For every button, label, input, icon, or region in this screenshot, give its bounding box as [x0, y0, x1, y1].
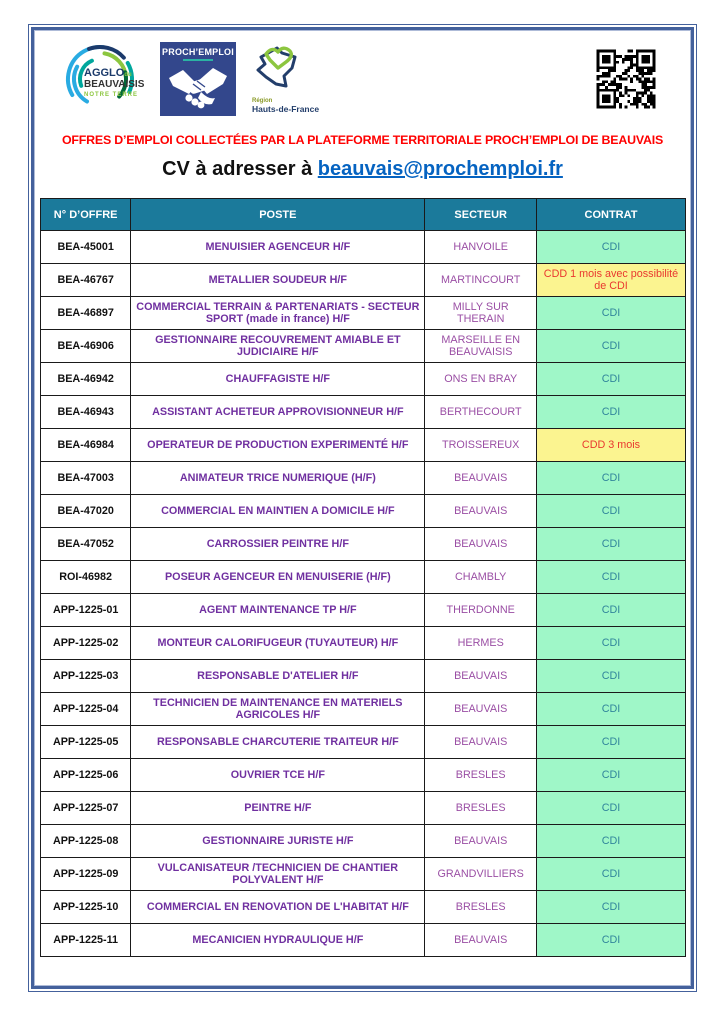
contrat-cell: CDI: [536, 660, 685, 693]
contrat-cell: CDI: [536, 594, 685, 627]
agglo-du: du: [124, 72, 132, 78]
secteur-cell: BEAUVAIS: [425, 660, 537, 693]
qr-code: [591, 44, 661, 114]
offer-id-cell: BEA-46897: [41, 297, 131, 330]
table-row: [41, 297, 686, 330]
offer-id-cell: BEA-46984: [41, 429, 131, 462]
secteur-cell: MARTINCOURT: [425, 264, 537, 297]
table-row: [41, 429, 686, 462]
agglo-logo-text: [84, 64, 144, 98]
poste-cell: VULCANISATEUR /TECHNICIEN DE CHANTIER POLYVALENT H/F: [131, 858, 425, 891]
table-row: [41, 891, 686, 924]
table-row: [41, 693, 686, 726]
table-row: [41, 726, 686, 759]
offer-id-cell: APP-1225-06: [41, 759, 131, 792]
table-row: [41, 792, 686, 825]
secteur-cell: MARSEILLE EN BEAUVAISIS: [425, 330, 537, 363]
table-row: [41, 396, 686, 429]
contrat-cell: CDI: [536, 231, 685, 264]
poste-cell: RESPONSABLE CHARCUTERIE TRAITEUR H/F: [131, 726, 425, 759]
offer-id-cell: APP-1225-04: [41, 693, 131, 726]
offer-id-cell: APP-1225-07: [41, 792, 131, 825]
page-content: [31, 27, 694, 989]
poste-cell: ASSISTANT ACHETEUR APPROVISIONNEUR H/F: [131, 396, 425, 429]
agglo-territory: BEAUVAISIS: [84, 79, 145, 90]
poste-cell: MENUISIER AGENCEUR H/F: [131, 231, 425, 264]
secteur-cell: ONS EN BRAY: [425, 363, 537, 396]
secteur-cell: BRESLES: [425, 759, 537, 792]
secteur-cell: HANVOILE: [425, 231, 537, 264]
offer-id-cell: APP-1225-01: [41, 594, 131, 627]
header-logos: [60, 40, 685, 120]
offer-id-cell: APP-1225-10: [41, 891, 131, 924]
poste-cell: COMMERCIAL EN MAINTIEN A DOMICILE H/F: [131, 495, 425, 528]
agglo-name: AGGLO: [84, 67, 125, 79]
offer-id-cell: BEA-47020: [41, 495, 131, 528]
contrat-cell: CDI: [536, 825, 685, 858]
contrat-cell: CDI: [536, 693, 685, 726]
poste-cell: METALLIER SOUDEUR H/F: [131, 264, 425, 297]
poste-cell: COMMERCIAL TERRAIN & PARTENARIATS - SECTEUR SPORT (made in france) H/F: [131, 297, 425, 330]
offer-id-cell: APP-1225-03: [41, 660, 131, 693]
table-row: [41, 231, 686, 264]
secteur-cell: CHAMBLY: [425, 561, 537, 594]
poste-cell: COMMERCIAL EN RENOVATION DE L'HABITAT H/F: [131, 891, 425, 924]
contrat-cell: CDD 1 mois avec possibilité de CDI: [536, 264, 685, 297]
france-map-icon: [250, 44, 306, 92]
table-row: [41, 330, 686, 363]
poste-cell: GESTIONNAIRE JURISTE H/F: [131, 825, 425, 858]
contrat-cell: CDI: [536, 726, 685, 759]
offer-id-cell: ROI-46982: [41, 561, 131, 594]
secteur-cell: BEAUVAIS: [425, 825, 537, 858]
contrat-cell: CDI: [536, 528, 685, 561]
offer-id-cell: APP-1225-11: [41, 924, 131, 957]
contrat-cell: CDI: [536, 792, 685, 825]
prochemploi-logo-divider: [183, 59, 213, 61]
contrat-cell: CDI: [536, 495, 685, 528]
secteur-cell: MILLY SUR THERAIN: [425, 297, 537, 330]
poste-cell: CARROSSIER PEINTRE H/F: [131, 528, 425, 561]
contrat-cell: CDI: [536, 330, 685, 363]
table-row: [41, 858, 686, 891]
offer-id-cell: BEA-47003: [41, 462, 131, 495]
offer-id-cell: BEA-46943: [41, 396, 131, 429]
offer-id-cell: APP-1225-08: [41, 825, 131, 858]
contrat-cell: CDI: [536, 462, 685, 495]
table-row: [41, 825, 686, 858]
page-border-frame: [28, 24, 697, 992]
contrat-cell: CDI: [536, 924, 685, 957]
poste-cell: MECANICIEN HYDRAULIQUE H/F: [131, 924, 425, 957]
col-header-poste: POSTE: [131, 199, 425, 231]
region-label: Région: [252, 98, 273, 104]
secteur-cell: BEAUVAIS: [425, 528, 537, 561]
table-row: [41, 594, 686, 627]
prochemploi-logo: [160, 42, 236, 116]
table-row: [41, 561, 686, 594]
offer-id-cell: BEA-45001: [41, 231, 131, 264]
agglo-beauvaisis-logo: [60, 42, 148, 116]
offer-id-cell: APP-1225-02: [41, 627, 131, 660]
table-row: [41, 363, 686, 396]
poste-cell: OUVRIER TCE H/F: [131, 759, 425, 792]
secteur-cell: GRANDVILLIERS: [425, 858, 537, 891]
handshake-icon: [167, 62, 229, 112]
poste-cell: AGENT MAINTENANCE TP H/F: [131, 594, 425, 627]
offer-id-cell: APP-1225-05: [41, 726, 131, 759]
secteur-cell: HERMES: [425, 627, 537, 660]
table-row: [41, 924, 686, 957]
email-link[interactable]: beauvais@prochemploi.fr: [317, 158, 563, 180]
poste-cell: TECHNICIEN DE MAINTENANCE EN MATERIELS AGRICOLES H/F: [131, 693, 425, 726]
contrat-cell: CDI: [536, 363, 685, 396]
contrat-cell: CDI: [536, 891, 685, 924]
poste-cell: RESPONSABLE D'ATELIER H/F: [131, 660, 425, 693]
job-rows: [41, 231, 686, 957]
table-row: [41, 495, 686, 528]
secteur-cell: BEAUVAIS: [425, 726, 537, 759]
col-header-secteur: SECTEUR: [425, 199, 537, 231]
secteur-cell: BEAUVAIS: [425, 924, 537, 957]
cv-instruction-prefix: CV à adresser à: [162, 158, 318, 180]
table-row: [41, 528, 686, 561]
table-header-row: [41, 199, 686, 231]
job-offers-table: [40, 198, 686, 957]
secteur-cell: BERTHECOURT: [425, 396, 537, 429]
agglo-slogan: NOTRE TERRE: [84, 92, 139, 98]
hauts-de-france-logo: [250, 44, 322, 114]
prochemploi-logo-title: PROCH’EMPLOI: [162, 47, 234, 57]
contrat-cell: CDI: [536, 396, 685, 429]
poste-cell: OPERATEUR DE PRODUCTION EXPERIMENTÉ H/F: [131, 429, 425, 462]
poste-cell: ANIMATEUR TRICE NUMERIQUE (H/F): [131, 462, 425, 495]
table-row: [41, 759, 686, 792]
secteur-cell: BEAUVAIS: [425, 462, 537, 495]
table-row: [41, 462, 686, 495]
poste-cell: PEINTRE H/F: [131, 792, 425, 825]
table-row: [41, 660, 686, 693]
poste-cell: GESTIONNAIRE RECOUVREMENT AMIABLE ET JUDICIAIRE H/F: [131, 330, 425, 363]
contrat-cell: CDD 3 mois: [536, 429, 685, 462]
secteur-cell: BRESLES: [425, 792, 537, 825]
table-row: [41, 264, 686, 297]
poste-cell: POSEUR AGENCEUR EN MENUISERIE (H/F): [131, 561, 425, 594]
contrat-cell: CDI: [536, 297, 685, 330]
cv-instruction: [40, 158, 685, 181]
contrat-cell: CDI: [536, 627, 685, 660]
region-name: Hauts-de-France: [252, 104, 320, 114]
poste-cell: CHAUFFAGISTE H/F: [131, 363, 425, 396]
offer-id-cell: BEA-46906: [41, 330, 131, 363]
offer-id-cell: BEA-47052: [41, 528, 131, 561]
secteur-cell: BRESLES: [425, 891, 537, 924]
col-header-contrat: CONTRAT: [536, 199, 685, 231]
secteur-cell: BEAUVAIS: [425, 495, 537, 528]
col-header-offer: N° D’OFFRE: [41, 199, 131, 231]
contrat-cell: CDI: [536, 561, 685, 594]
offer-id-cell: APP-1225-09: [41, 858, 131, 891]
secteur-cell: BEAUVAIS: [425, 693, 537, 726]
offer-id-cell: BEA-46942: [41, 363, 131, 396]
table-row: [41, 627, 686, 660]
secteur-cell: THERDONNE: [425, 594, 537, 627]
offer-id-cell: BEA-46767: [41, 264, 131, 297]
secteur-cell: TROISSEREUX: [425, 429, 537, 462]
poste-cell: MONTEUR CALORIFUGEUR (TUYAUTEUR) H/F: [131, 627, 425, 660]
contrat-cell: CDI: [536, 759, 685, 792]
contrat-cell: CDI: [536, 858, 685, 891]
page-title: OFFRES D’EMPLOI COLLECTÉES PAR LA PLATEFORME TERRITORIALE PROCH’EMPLOI DE BEAUVAIS: [61, 133, 664, 147]
